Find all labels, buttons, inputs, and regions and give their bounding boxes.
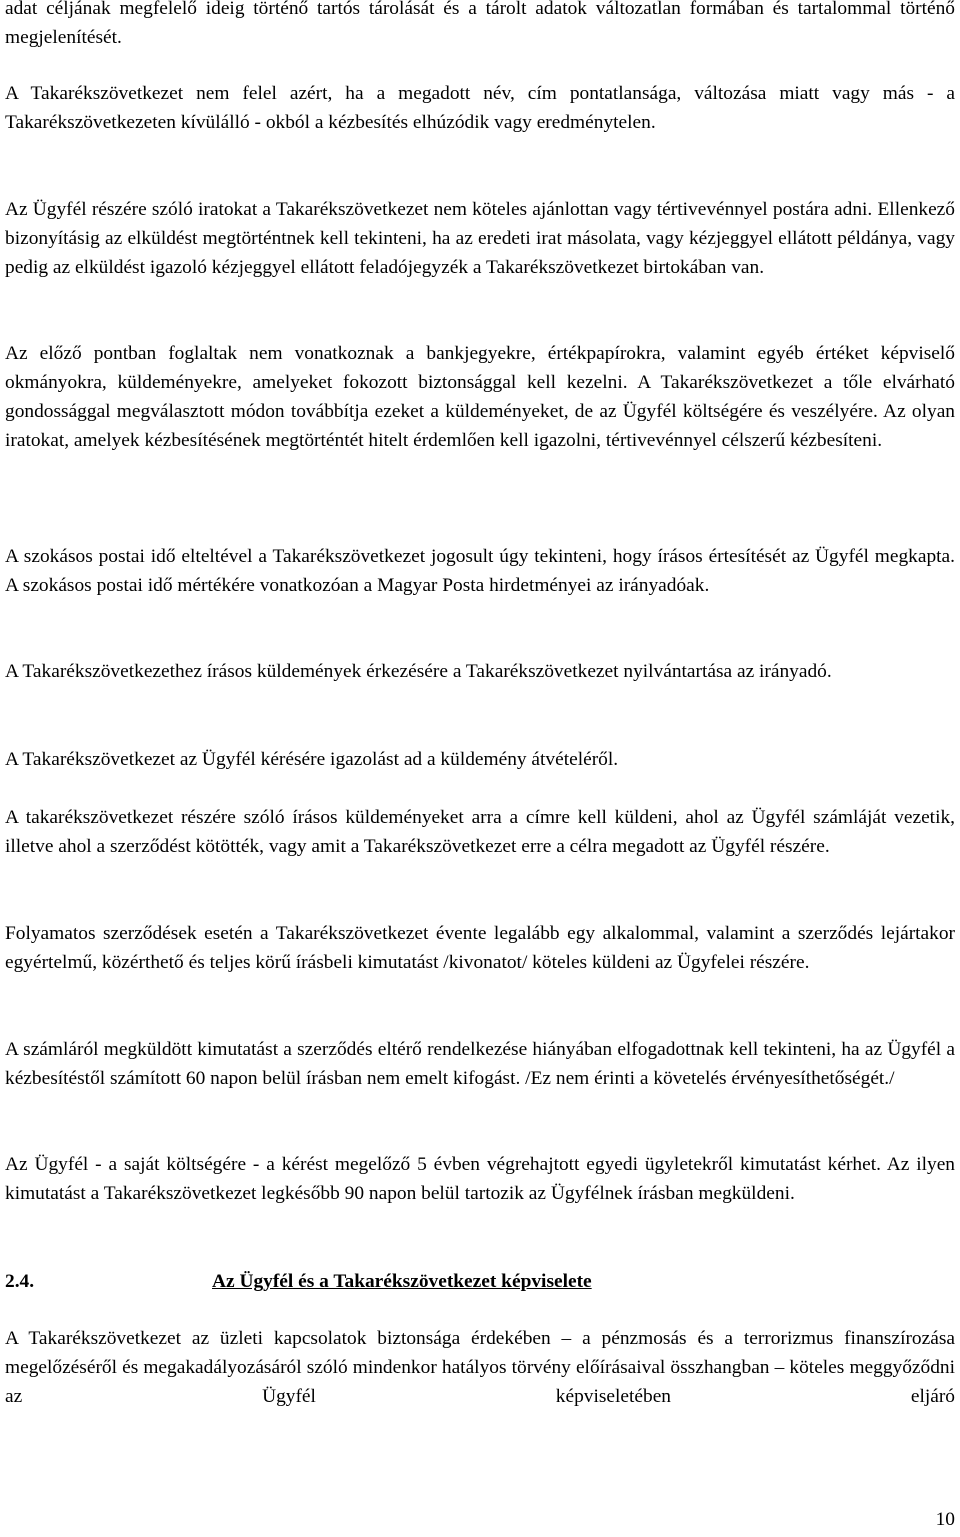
section-title: Az Ügyfél és a Takarékszövetkezet képviselete <box>212 1271 592 1292</box>
paragraph: Folyamatos szerződések esetén a Takarékszövetkezet évente legalább egy alkalommal, valamint a szerződés lejártakor egyértelmű, közérthető és teljes körű írásbeli kimutatást /kivonatot/ köteles küldeni az Ügyfelei részére. <box>5 923 955 973</box>
paragraph: adat céljának megfelelő ideig történő tartós tárolását és a tárolt adatok változatlan formában és tartalommal történő megjelenítését. <box>5 0 955 48</box>
paragraph: A takarékszövetkezet részére szóló írásos küldeményeket arra a címre kell küldeni, ahol az Ügyfél számláját vezetik, illetve ahol a szerződést kötötték, vagy amit a Takarékszövetkezet erre a célra megadott az Ügyfél részére. <box>5 807 955 857</box>
paragraph: A Takarékszövetkezet nem felel azért, ha a megadott név, cím pontatlansága, változása miatt vagy más - a Takarékszövetkezeten kívülálló - okból a kézbesítés elhúzódik vagy eredménytelen. <box>5 83 955 133</box>
paragraph: A számláról megküldött kimutatást a szerződés eltérő rendelkezése hiányában elfogadottnak kell tekinteni, ha az Ügyfél a kézbesítéstől számított 60 napon belül írásban nem emelt kifogást. /Ez nem érinti a követelés érvényesíthetőségét./ <box>5 1039 955 1089</box>
paragraph: Az Ügyfél részére szóló iratokat a Takarékszövetkezet nem köteles ajánlottan vagy tértivevénnyel postára adni. Ellenkező bizonyításig az elküldést megtörténtnek kell tekinteni, ha az eredeti irat másolata, vagy kézjeggyel ellátott példánya, vagy pedig az elküldést igazoló kézjeggyel ellátott feladójegyzék a Takarékszövetkezet birtokában van. <box>5 199 955 278</box>
page-number: 10 <box>935 1509 955 1530</box>
paragraph: A Takarékszövetkezet az üzleti kapcsolatok biztonsága érdekében – a pénzmosás és a terrorizmus finanszírozása megelőzéséről és megakadályozásáról szóló mindenkor hatályos törvény előírásaival összhangban – köteles meggyőződni az Ügyfél képviseletében eljáró <box>5 1328 955 1407</box>
paragraph: A Takarékszövetkezet az Ügyfél kérésére igazolást ad a küldemény átvételéről. <box>5 749 619 770</box>
paragraph: Az előző pontban foglaltak nem vonatkoznak a bankjegyekre, értékpapírokra, valamint egyéb értéket képviselő okmányokra, küldeményekre, amelyeket fokozott biztonsággal kell kezelni. A Takarékszövetkezet a tőle elvárható gondossággal megválasztott módon továbbítja ezeket a küldeményeket, de az Ügyfél költségére és veszélyére. Az olyan iratokat, amelyek kézbesítésének megtörténtét hitelt érdemlően kell igazolni, tértivevénnyel célszerű kézbesíteni. <box>5 343 955 451</box>
section-number: 2.4. <box>5 1271 35 1292</box>
paragraph: A szokásos postai idő elteltével a Takarékszövetkezet jogosult úgy tekinteni, hogy írásos értesítését az Ügyfél megkapta. A szokásos postai idő mértékére vonatkozóan a Magyar Posta hirdetményei az irányadóak. <box>5 546 955 596</box>
paragraph: A Takarékszövetkezethez írásos küldemények érkezésére a Takarékszövetkezet nyilvántartása az irányadó. <box>5 661 832 682</box>
paragraph: Az Ügyfél - a saját költségére - a kérést megelőző 5 évben végrehajtott egyedi ügyletekről kimutatást kérhet. Az ilyen kimutatást a Takarékszövetkezet legkésőbb 90 napon belül tartozik az Ügyfélnek írásban megküldeni. <box>5 1154 955 1204</box>
